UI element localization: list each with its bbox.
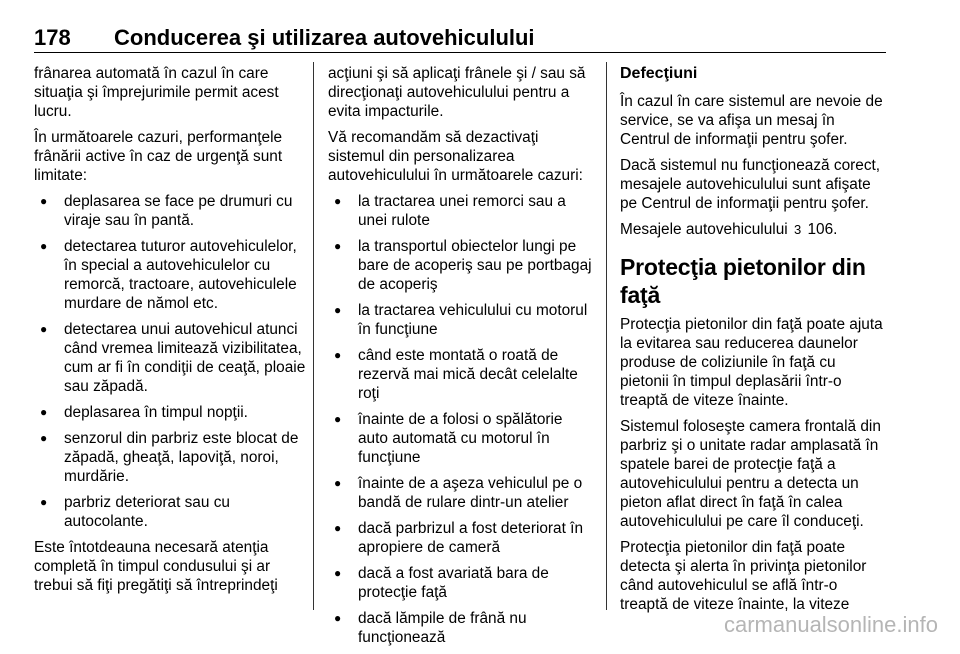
list-item: ● dacă a fost avariată bara de protecţie faţă — [328, 564, 594, 602]
reference-page: 106. — [807, 221, 838, 238]
list-item: ● senzorul din parbriz este blocat de zăpadă, gheaţă, lapoviţă, noroi, murdărie. — [34, 429, 312, 486]
list-item: ● înainte de a aşeza vehiculul pe o bandă de rulare dintr-un atelier — [328, 474, 594, 512]
paragraph: Protecţia pietonilor din faţă poate ajuta la evitarea sau reducerea daunelor produse de coliziunile în faţă cu pietonii în timpul deplasării într-o treaptă de viteze înainte. — [620, 316, 883, 409]
list-item: ● la tractarea vehiculului cu motorul în funcţiune — [328, 301, 594, 339]
page-reference-icon: 3 — [793, 222, 802, 237]
column-2 — [328, 64, 594, 654]
column-3 — [620, 64, 888, 621]
list-item: ● detectarea unui autovehicul atunci când vremea limitează vizibilitatea, cum ar fi în condiţii de ceaţă, ploaie sau zăpadă. — [34, 320, 312, 396]
faults-heading: Defecţiuni — [620, 65, 698, 82]
section-heading: Protecţia pietonilor din faţă — [620, 254, 866, 308]
list-item: ● înainte de a folosi o spălătorie auto automată cu motorul în funcţiune — [328, 410, 594, 467]
list-item: ● când este montată o roată de rezervă mai mică decât celelalte roţi — [328, 346, 594, 403]
column-divider-1 — [313, 62, 314, 610]
paragraph: Este întotdeauna necesară atenţia completă în timpul condusului şi ar trebui să fiţi pregătiţi să întreprindeţi — [34, 539, 278, 594]
paragraph: Dacă sistemul nu funcţionează corect, mesajele autovehiculului sunt afişate pe Centrul de informaţii pentru şofer. — [620, 157, 881, 212]
page-number: 178 — [34, 25, 71, 50]
list-item: ● dacă parbrizul a fost deteriorat în apropiere de cameră — [328, 519, 594, 557]
paragraph: Vă recomandăm să dezactivaţi sistemul din personalizarea autovehiculului în următoarele cazuri: — [328, 129, 583, 184]
watermark: carmanualsonline.info — [723, 612, 938, 637]
bullet-list — [34, 192, 312, 531]
list-item: ● dacă lămpile de frână nu funcţionează — [328, 609, 594, 647]
paragraph: frânarea automată în cazul în care situaţia şi împrejurimile permit acest lucru. — [34, 65, 279, 120]
list-item: ● deplasarea în timpul nopţii. — [34, 403, 312, 422]
paragraph: Sistemul foloseşte camera frontală din parbriz şi o unitate radar amplasată în spatele barei de protecţie faţă a autovehiculului pentru a detecta un pieton aflat direct în faţă în calea autovehiculului pe care îl conduceţi. — [620, 418, 881, 530]
paragraph: În cazul în care sistemul are nevoie de service, se va afişa un mesaj în Centrul de informaţii pentru şofer. — [620, 93, 883, 148]
page-header — [34, 26, 886, 53]
paragraph: acţiuni şi să aplicaţi frânele şi / sau să direcţionaţi autovehiculului pentru a evita impacturile. — [328, 65, 586, 120]
paragraph: În următoarele cazuri, performanţele frânării active în caz de urgenţă sunt limitate: — [34, 129, 283, 184]
page-title: Conducerea şi utilizarea autovehiculului — [114, 25, 535, 50]
list-item: ● parbriz deteriorat sau cu autocolante. — [34, 493, 312, 531]
column-1 — [34, 64, 312, 602]
reference-text: Mesajele autovehiculului — [620, 221, 788, 238]
list-item: ● detectarea tuturor autovehiculelor, în special a autovehiculelor cu remorcă, tractoare, autovehiculele murdare de nămol etc. — [34, 237, 312, 313]
list-item: ● deplasarea se face pe drumuri cu viraje sau în pantă. — [34, 192, 312, 230]
paragraph: Protecţia pietonilor din faţă poate detecta şi alerta în privinţa pietonilor când autovehiculul se află într-o treaptă de viteze înainte, la viteze — [620, 539, 867, 613]
list-item: ● la tractarea unei remorci sau a unei rulote — [328, 192, 594, 230]
list-item: ● la transportul obiectelor lungi pe bare de acoperiş sau pe portbagaj de acoperiş — [328, 237, 594, 294]
bullet-list — [328, 192, 594, 647]
cross-reference — [620, 220, 888, 239]
column-divider-2 — [606, 62, 607, 610]
